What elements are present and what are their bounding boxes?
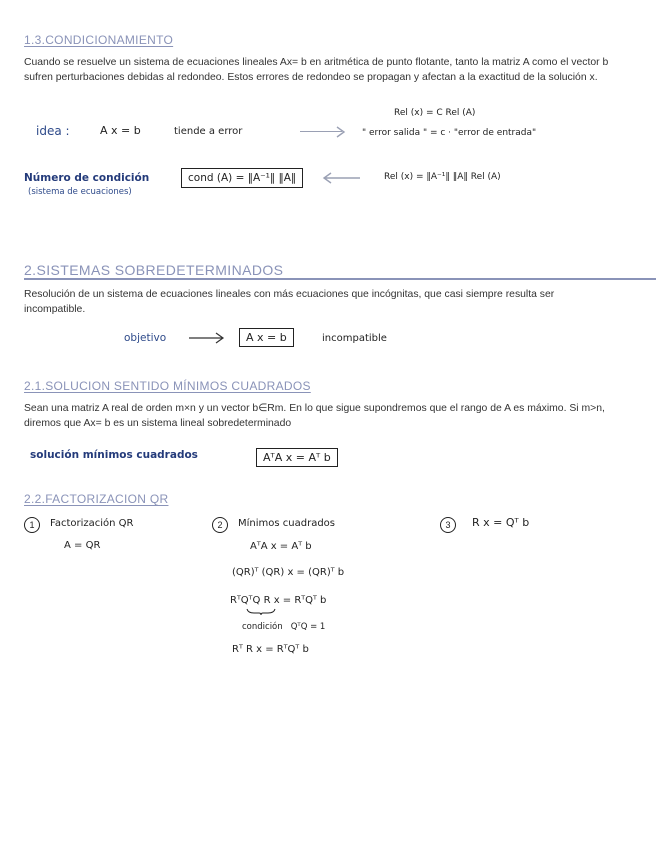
paragraph-condicionamiento: Cuando se resuelve un sistema de ecuaciones lineales Ax= b en aritmética de punto flotante, tanto la matriz A como el vector b sufren perturbaciones debidas al redondeo. Estos errores de redondeo se propagan y afectan a la exactitud de la solución x. [24, 57, 609, 83]
paragraph-minimos-cuadrados: Sean una matriz A real de orden m×n y un vector b∈Rm. En lo que sigue supondremos que el rango de A es máximo. Si m>n, diremos que Ax= b es un sistema lineal sobredeterminado [24, 403, 605, 429]
step-2-line: condición QᵀQ = 1 [242, 622, 326, 632]
section-title-condicionamiento: 1.3.CONDICIONAMIENTO [24, 33, 174, 47]
incompatible-label: incompatible [322, 333, 387, 344]
step-2-line: Rᵀ R x = RᵀQᵀ b [232, 644, 309, 655]
step-3-number: 3 [440, 517, 456, 533]
idea-label: idea : [36, 124, 70, 138]
idea-text: tiende a error [174, 126, 243, 137]
section-title-minimos-cuadrados: 2.1.SOLUCION SENTIDO MÍNIMOS CUADRADOS [24, 379, 311, 393]
step-2-line: RᵀQᵀQ R x = RᵀQᵀ b [230, 595, 327, 606]
cond-formula-box: cond (A) = ‖A⁻¹‖ ‖A‖ [181, 168, 303, 188]
numero-condicion-title: Número de condición [24, 172, 150, 184]
step-1-equation: A = QR [64, 540, 101, 551]
step-2-line: (QR)ᵀ (QR) x = (QR)ᵀ b [232, 567, 345, 578]
solucion-label: solución mínimos cuadrados [30, 449, 198, 461]
idea-equation: A x = b [100, 124, 141, 137]
step-3-equation: R x = Qᵀ b [472, 516, 530, 529]
section-rule [24, 278, 656, 280]
underbrace-icon [246, 608, 276, 616]
arrow-right-icon [188, 332, 226, 344]
solucion-formula-box: AᵀA x = Aᵀ b [256, 448, 338, 467]
arrow-left-icon [322, 172, 362, 184]
section-title-factorizacion-qr: 2.2.FACTORIZACION QR [24, 492, 169, 506]
step-2-line: AᵀA x = Aᵀ b [250, 541, 312, 552]
step-1-title: Factorización QR [50, 518, 134, 529]
step-2-number: 2 [212, 517, 228, 533]
step-1-number: 1 [24, 517, 40, 533]
paragraph-sobredeterminados: Resolución de un sistema de ecuaciones lineales con más ecuaciones que incógnitas, que casi siempre resulta ser incompatible. [24, 289, 555, 315]
rel-quote: " error salida " = c · "error de entrada" [362, 128, 537, 138]
step-2-title: Mínimos cuadrados [238, 518, 335, 529]
rel-bottom: Rel (x) = ‖A⁻¹‖ ‖A‖ Rel (A) [384, 172, 501, 182]
numero-condicion-sub: (sistema de ecuaciones) [28, 187, 132, 197]
arrow-head-icon [336, 126, 346, 138]
objetivo-eq-box: A x = b [239, 328, 294, 347]
objetivo-label: objetivo [124, 332, 167, 344]
section-title-sobredeterminados: 2.SISTEMAS SOBREDETERMINADOS [24, 262, 284, 278]
rel-top: Rel (x) = C Rel (A) [394, 108, 476, 118]
